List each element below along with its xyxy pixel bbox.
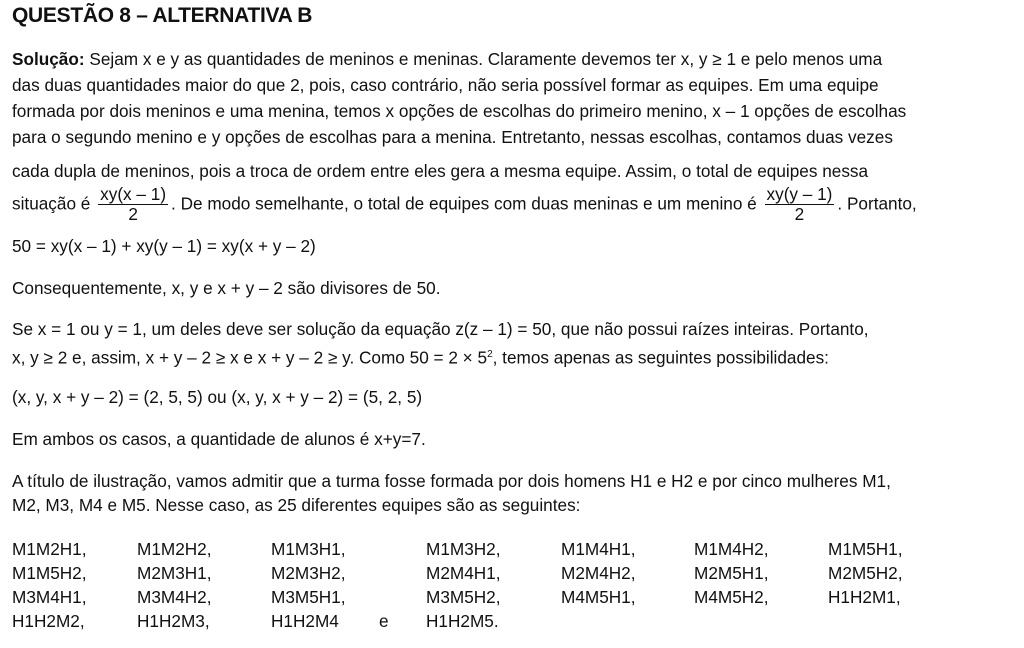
- team-cell: M2M5H1,: [694, 563, 769, 583]
- consequence-text: Consequentemente, x, y e x + y – 2 são divisores de 50.: [12, 278, 441, 298]
- illustration-line-1: A título de ilustração, vamos admitir que a turma fosse formada por dois homens H1 e H2 e por cinco mulheres M1,: [12, 471, 891, 491]
- team-cell: H1H2M5.: [426, 611, 499, 631]
- team-cell: M2M5H2,: [828, 563, 903, 583]
- team-cell: M1M3H2,: [426, 539, 501, 559]
- case-text-2b: , temos apenas as seguintes possibilidades:: [492, 347, 829, 368]
- team-cell: M3M5H2,: [426, 587, 501, 607]
- fraction-girls-denominator: 2: [794, 204, 805, 225]
- team-cell: M1M5H1,: [828, 539, 903, 559]
- team-cell: H1H2M4: [271, 611, 339, 631]
- solution-line-5: cada dupla de meninos, pois a troca de ordem entre eles gera a mesma equipe. Assim, o total de equipes nessa: [12, 161, 869, 181]
- team-cell: H1H2M1,: [828, 587, 901, 607]
- case-line-2: [12, 344, 829, 369]
- illustration-line-2: M2, M3, M4 e M5. Nesse caso, as 25 diferentes equipes são as seguintes:: [12, 495, 581, 515]
- team-cell: M1M3H1,: [271, 539, 346, 559]
- solution-line-6: [12, 186, 917, 223]
- solution-text-1: Sejam x e y as quantidades de meninos e meninas. Claramente devemos ter x, y ≥ 1 e pelo menos uma: [84, 49, 883, 69]
- case-text-2a: x, y ≥ 2 e, assim, x + y – 2 ≥ x e x + y – 2 ≥ y. Como 50 = 2 × 5: [12, 347, 488, 368]
- team-cell: M2M4H2,: [561, 563, 636, 583]
- team-cell: M4M5H2,: [694, 587, 769, 607]
- team-cell: M2M3H1,: [137, 563, 212, 583]
- team-cell: M1M4H1,: [561, 539, 636, 559]
- solution-text-6a: situação é: [12, 193, 91, 214]
- solution-line-1: [12, 48, 882, 70]
- team-cell: M2M4H1,: [426, 563, 501, 583]
- solution-text-6c: . Portanto,: [837, 193, 917, 214]
- team-cell: M3M5H1,: [271, 587, 346, 607]
- fraction-girls-numerator: xy(y – 1): [766, 184, 833, 204]
- solution-line-4: para o segundo menino e y opções de escolhas para a menina. Entretanto, nessas escolhas, contamos duas vezes: [12, 127, 893, 147]
- team-cell: H1H2M2,: [12, 611, 85, 631]
- possibilities-text: (x, y, x + y – 2) = (2, 5, 5) ou (x, y, x + y – 2) = (5, 2, 5): [12, 387, 423, 407]
- solution-label: Solução:: [12, 49, 85, 69]
- team-cell: M2M3H2,: [271, 563, 346, 583]
- fraction-girls: [765, 186, 835, 223]
- both-cases-text: Em ambos os casos, a quantidade de alunos é x+y=7.: [12, 429, 426, 449]
- team-cell: M4M5H1,: [561, 587, 636, 607]
- solution-text-6b: . De modo semelhante, o total de equipes com duas meninas e um menino é: [171, 193, 757, 214]
- question-title: QUESTÃO 8 – ALTERNATIVA B: [12, 4, 313, 27]
- team-cell: M1M2H1,: [12, 539, 87, 559]
- team-cell: M1M2H2,: [137, 539, 212, 559]
- team-cell: M1M4H2,: [694, 539, 769, 559]
- solution-line-3: formada por dois meninos e uma menina, temos x opções de escolhas do primeiro menino, x – 1 opções de escolhas: [12, 101, 907, 121]
- team-cell: M3M4H1,: [12, 587, 87, 607]
- team-cell: M1M5H2,: [12, 563, 87, 583]
- team-cell: H1H2M3,: [137, 611, 210, 631]
- fraction-boys-numerator: xy(x – 1): [100, 184, 167, 204]
- team-cell: M3M4H2,: [137, 587, 212, 607]
- solution-line-2: das duas quantidades maior do que 2, pois, caso contrário, não seria possível formar as equipes. Em uma equipe: [12, 75, 879, 95]
- fraction-boys-denominator: 2: [128, 204, 138, 225]
- exponent: 2: [487, 349, 493, 360]
- fraction-boys: [98, 186, 168, 223]
- team-connector: e: [379, 611, 389, 631]
- case-line-1: Se x = 1 ou y = 1, um deles deve ser solução da equação z(z – 1) = 50, que não possui raízes inteiras. Portanto,: [12, 319, 869, 339]
- equation-line: 50 = xy(x – 1) + xy(y – 1) = xy(x + y – 2): [12, 236, 316, 256]
